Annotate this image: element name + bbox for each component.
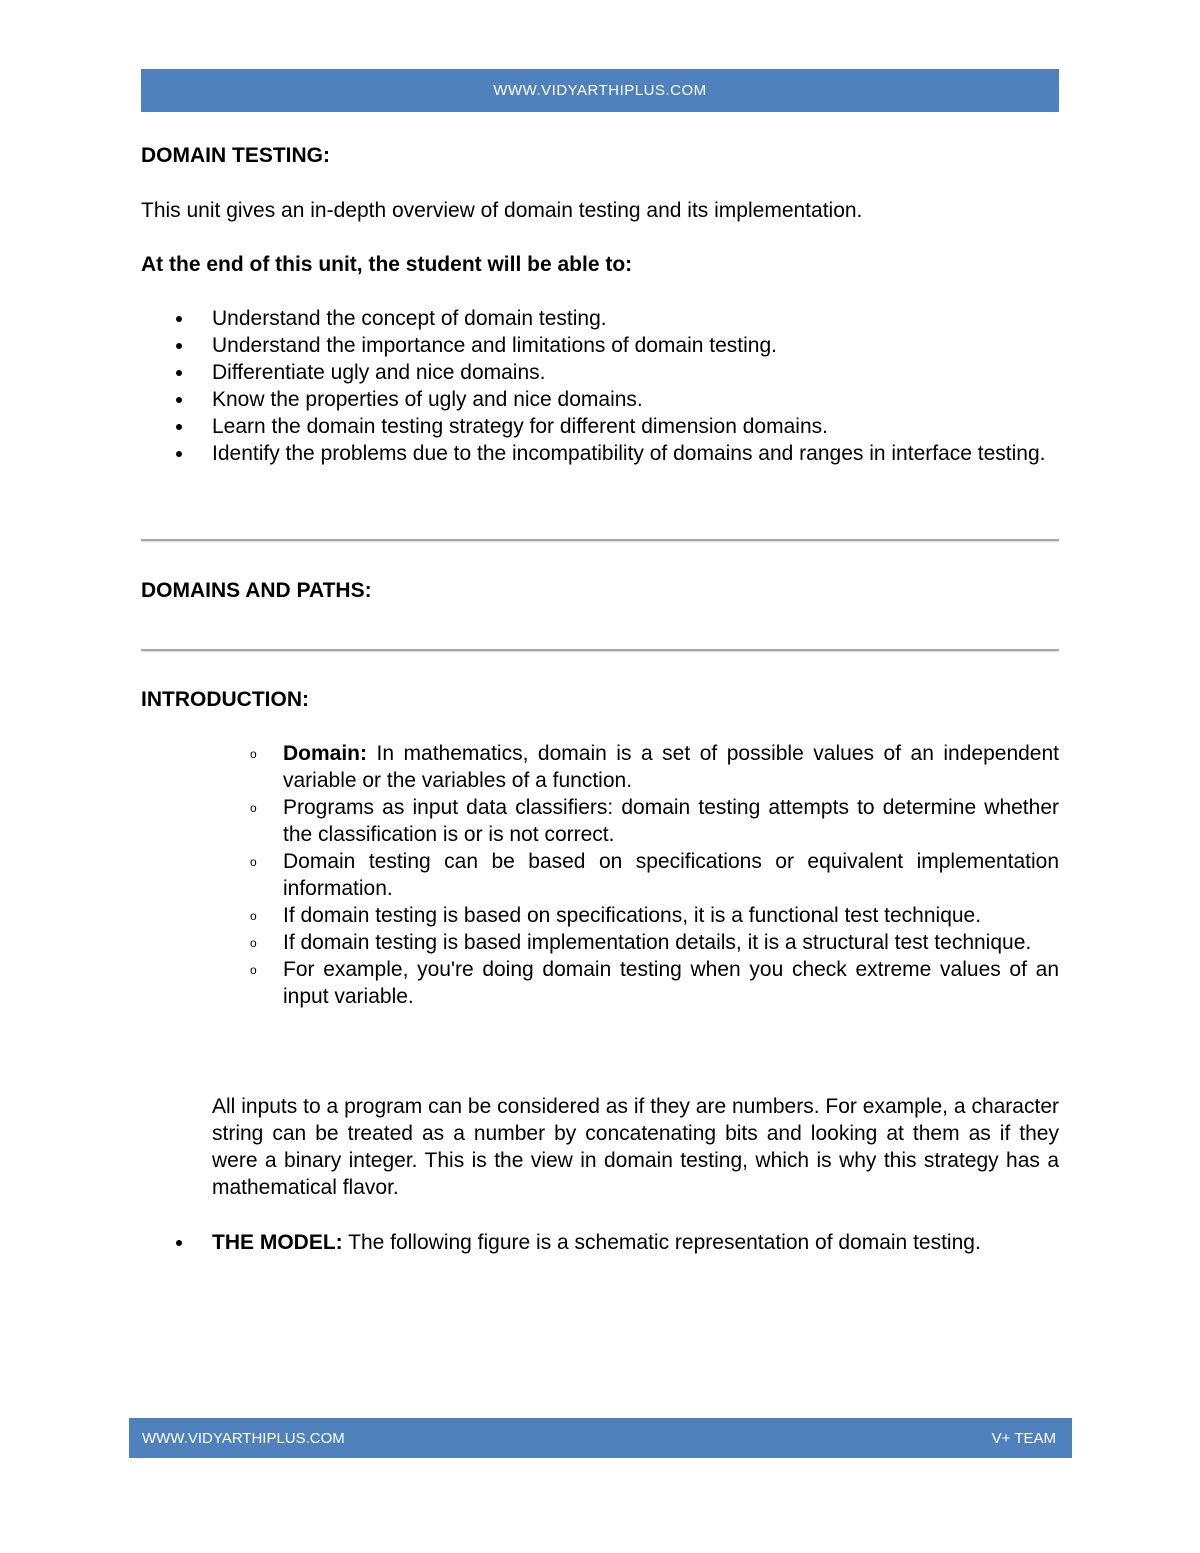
footer-site-text: WWW.VIDYARTHIPLUS.COM <box>142 1429 345 1447</box>
header-site-text: WWW.VIDYARTHIPLUS.COM <box>493 82 707 99</box>
list-item <box>141 848 1059 902</box>
circle-bullet-icon: o <box>250 747 257 761</box>
item-text: For example, you're doing domain testing when you check extreme values of an input variable. <box>283 958 1059 1008</box>
page-header <box>141 69 1059 112</box>
circle-bullet-icon: o <box>250 936 257 950</box>
item-text: In mathematics, domain is a set of possible values of an independent variable or the variables of a function. <box>283 742 1059 792</box>
section-divider <box>141 649 1059 651</box>
bullet-icon <box>176 1240 182 1246</box>
item-text: If domain testing is based implementation details, it is a structural test technique. <box>283 931 1032 954</box>
item-text: If domain testing is based on specifications, it is a functional test technique. <box>283 904 982 927</box>
model-label: THE MODEL: <box>212 1231 343 1254</box>
list-item: Identify the problems due to the incompatibility of domains and ranges in interface testing. <box>141 440 1059 467</box>
objectives-list <box>141 305 1059 467</box>
page-footer <box>129 1418 1072 1458</box>
list-item <box>141 929 1059 956</box>
list-item: Differentiate ugly and nice domains. <box>141 359 1059 386</box>
list-item: Know the properties of ugly and nice domains. <box>141 386 1059 413</box>
list-item <box>141 956 1059 1010</box>
objectives-heading: At the end of this unit, the student will be able to: <box>141 253 633 276</box>
list-item <box>141 794 1059 848</box>
unit-intro-text: This unit gives an in-depth overview of domain testing and its implementation. <box>141 199 863 222</box>
section-title-introduction: INTRODUCTION: <box>141 688 309 711</box>
inputs-as-numbers-paragraph: All inputs to a program can be considered as if they are numbers. For example, a character string can be treated as a number by concatenating bits and looking at them as if they were a binary integer. This is the view in domain testing, which is why this strategy has a mathematical flavor. <box>212 1095 1059 1199</box>
section-divider <box>141 539 1059 541</box>
list-item <box>141 740 1059 794</box>
footer-team-text: V+ TEAM <box>991 1429 1056 1447</box>
item-text: Domain testing can be based on specifications or equivalent implementation information. <box>283 850 1059 900</box>
list-item: Understand the importance and limitations of domain testing. <box>141 332 1059 359</box>
list-item <box>141 902 1059 929</box>
section-title-domain-testing: DOMAIN TESTING: <box>141 144 330 167</box>
circle-bullet-icon: o <box>250 801 257 815</box>
model-text-block <box>212 1229 1059 1256</box>
item-bold-label: Domain: <box>283 742 367 765</box>
circle-bullet-icon: o <box>250 909 257 923</box>
model-bullet <box>141 1229 1059 1256</box>
section-title-domains-and-paths: DOMAINS AND PATHS: <box>141 579 372 602</box>
item-text: Programs as input data classifiers: domain testing attempts to determine whether the classification is or is not correct. <box>283 796 1059 846</box>
introduction-list <box>141 740 1059 1010</box>
circle-bullet-icon: o <box>250 855 257 869</box>
list-item: Learn the domain testing strategy for different dimension domains. <box>141 413 1059 440</box>
list-item: Understand the concept of domain testing. <box>141 305 1059 332</box>
circle-bullet-icon: o <box>250 963 257 977</box>
model-description: The following figure is a schematic representation of domain testing. <box>342 1231 981 1254</box>
